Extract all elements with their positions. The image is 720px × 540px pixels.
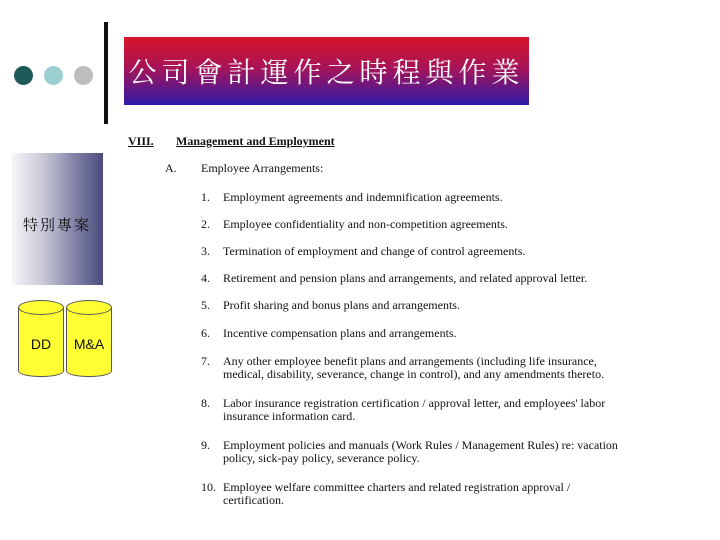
document-body: VIII. Management and Employment A. Employee Arrangements: 1. Employment agreements and indemnification agreements. 2. Employee confidentiality and non-competition agreements. 3. Termination of employment and change of control agreements. 4. Retirement and pension plans and arrangements, and related approval letter. 5. Profit sharing and bonus plans and arrangements. 6. Incentive compensation plans and arrangements. 7. Any other employee benefit plans and arrangements (including life insurance, medical, disability, severance, change in control), and any amendments thereto. 8. Labor insurance registration certification / approval letter, and employees' labor insurance information card. 9. Employment policies and manuals (Work Rules / Management Rules) re: vacation policy, sick-pay policy, severance policy. 10. Employee welfare committee charters and related registration approval / certification.	[128, 134, 618, 507]
section-title: Management and Employment	[176, 134, 335, 148]
subsection-title: Employee Arrangements:	[201, 161, 324, 175]
cylinder-label: DD	[30, 336, 52, 352]
cylinder-label: M&A	[73, 336, 105, 352]
section-number: VIII.	[128, 134, 154, 148]
slide-title: 公司會計運作之時程與作業	[128, 56, 525, 89]
side-label: 特別專案	[23, 216, 92, 234]
subsection-letter: A.	[165, 161, 177, 175]
